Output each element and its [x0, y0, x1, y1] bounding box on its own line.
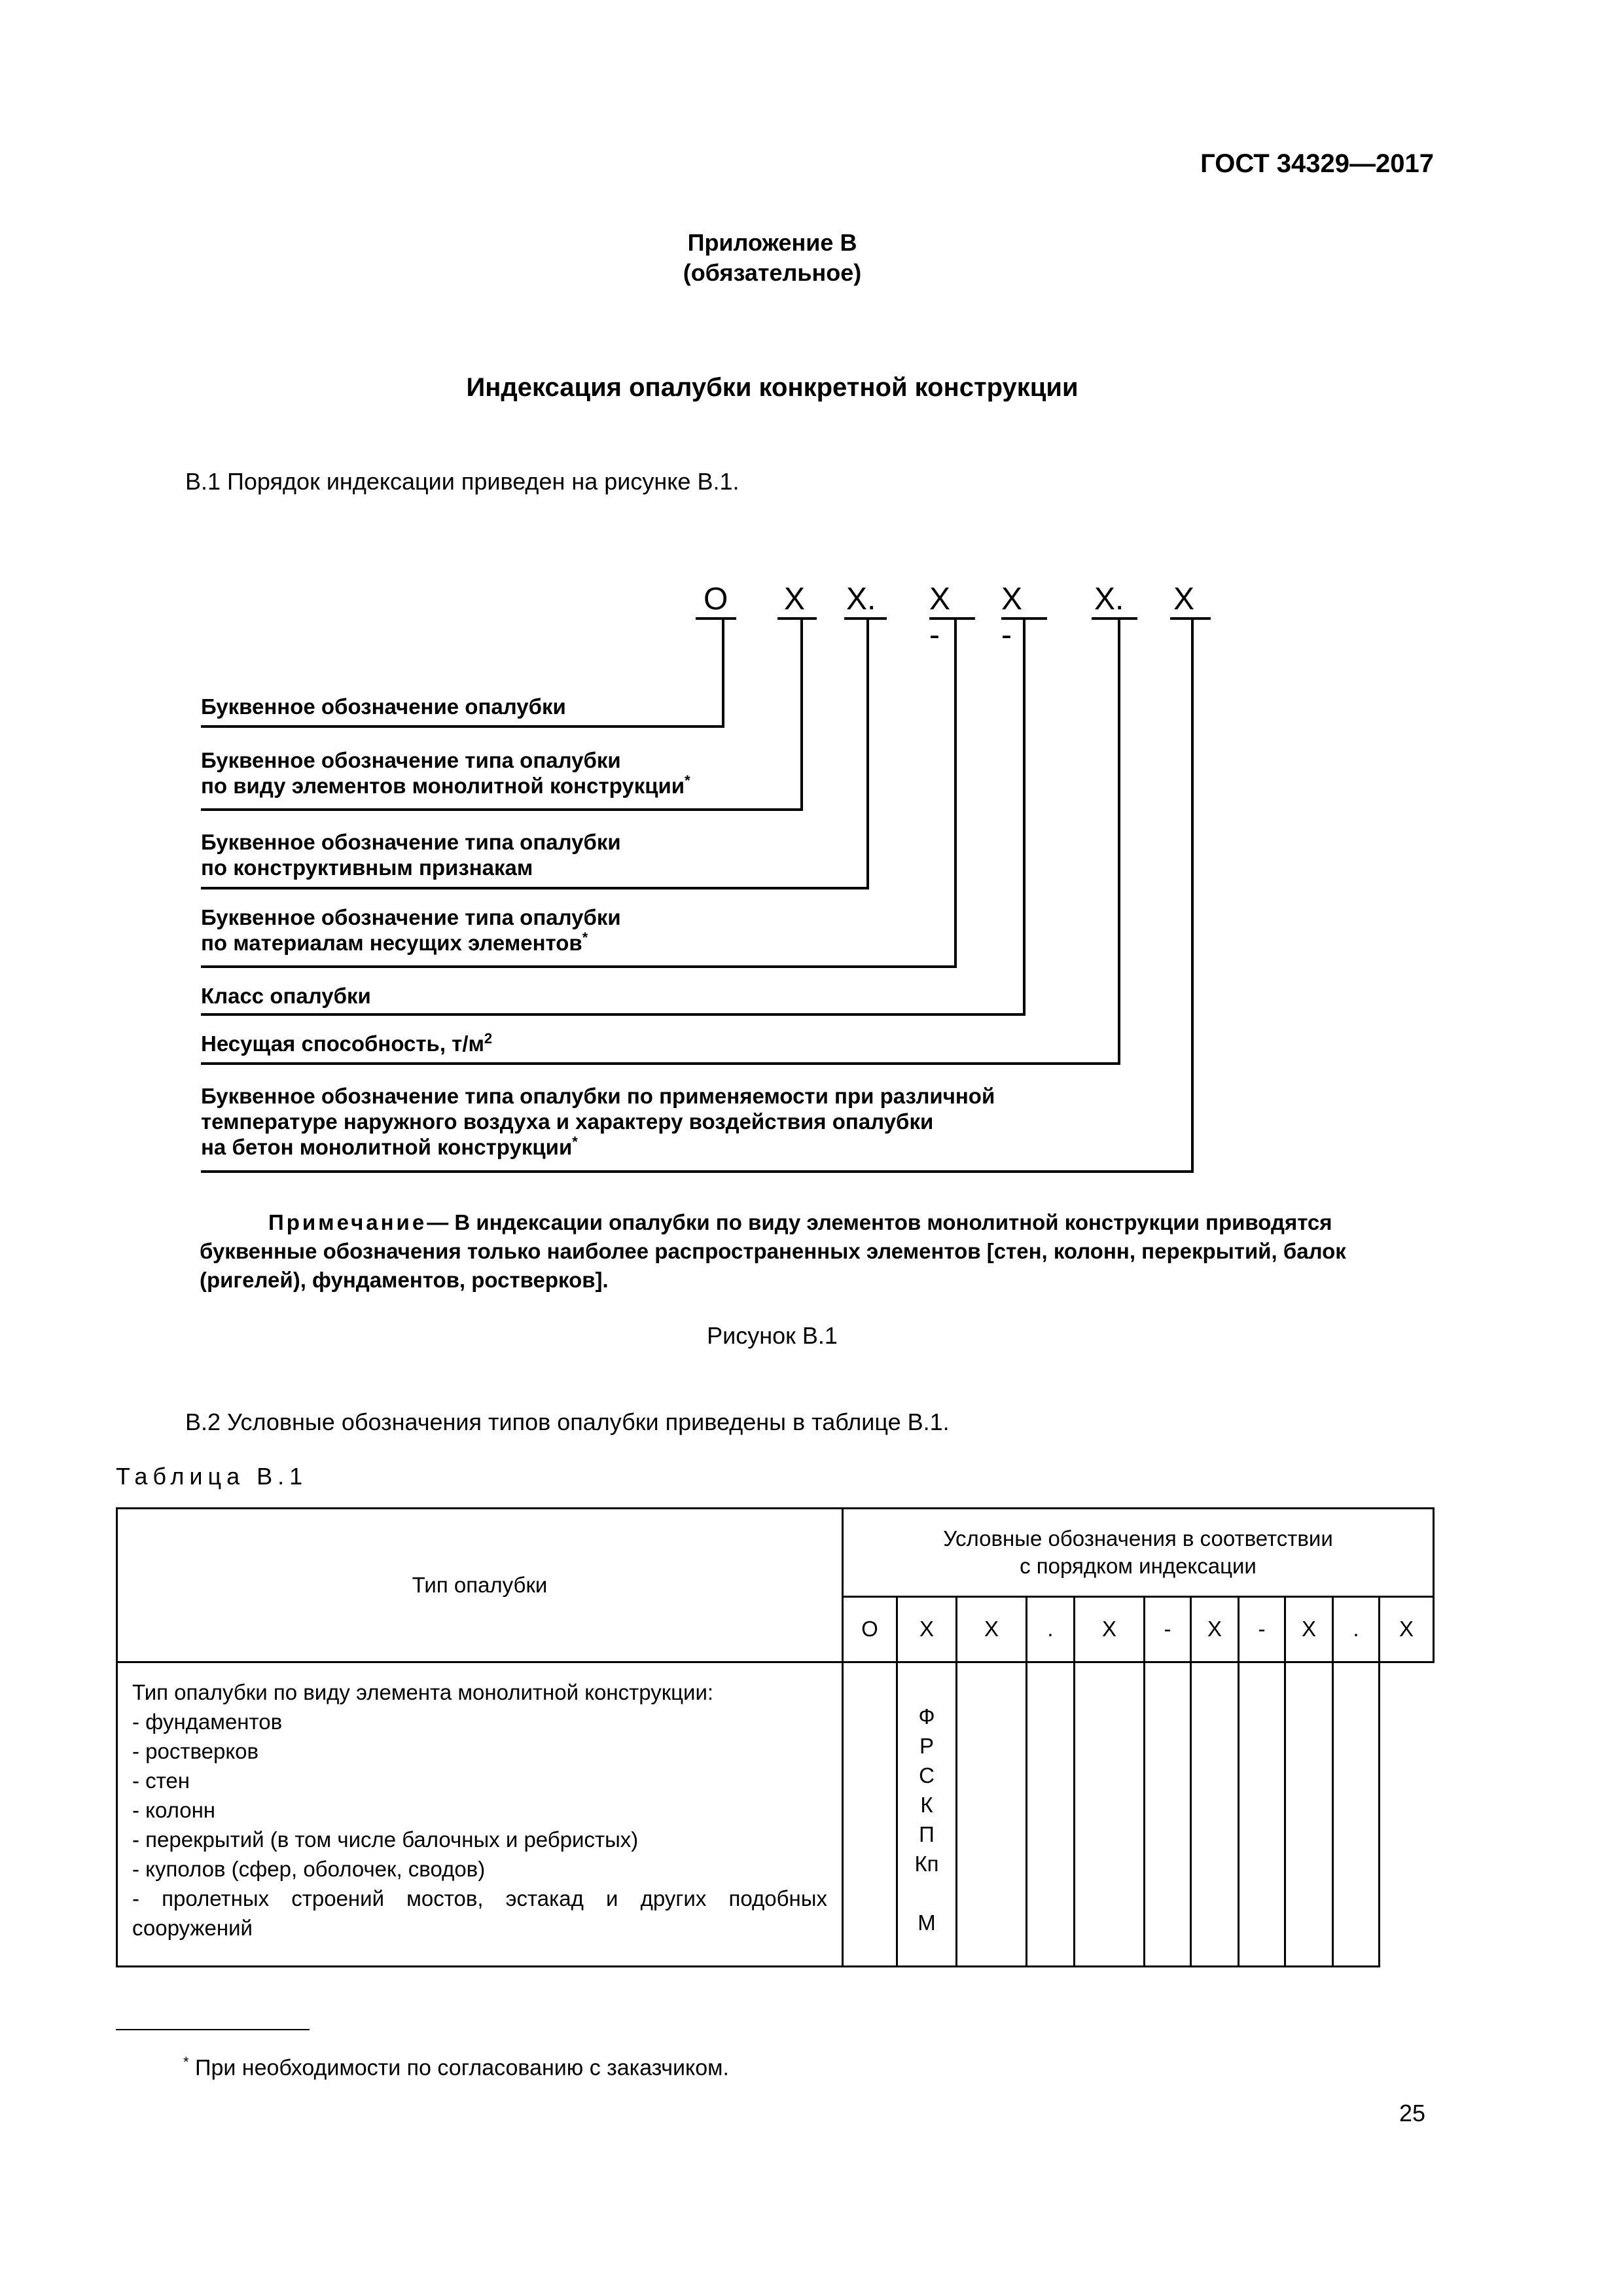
annex-status: (обязательное) [683, 259, 862, 286]
formwork-types-table [116, 1507, 1435, 1967]
index-code-type-design: Х. [846, 582, 876, 617]
table-cell [1333, 1662, 1380, 1967]
page-number: 25 [1399, 2100, 1425, 2126]
code-header: О [843, 1596, 897, 1662]
footnote: * При необходимости по согласованию с заказчиком. [183, 2054, 729, 2081]
standard-number: ГОСТ 34329—2017 [1200, 149, 1434, 178]
code-header: Х [1191, 1596, 1239, 1662]
index-code-type-element: Х [784, 582, 806, 617]
note-label: Примечание [268, 1210, 427, 1234]
paragraph-b1: В.1 Порядок индексации приведен на рисунке В.1. [185, 468, 740, 495]
code-header: Х [1380, 1596, 1434, 1662]
index-code-type-material: Х - [929, 582, 951, 653]
code-header: . [1027, 1596, 1075, 1662]
annex-title: Приложение В [687, 229, 857, 256]
section-title: Индексация опалубки конкретной конструкции [466, 373, 1079, 402]
table-cell [1145, 1662, 1191, 1967]
code-header: Х [1075, 1596, 1145, 1662]
row-codes: Ф Р С К П Кп М [897, 1662, 957, 1967]
table-cell [1285, 1662, 1333, 1967]
label-type-by-element: Буквенное обозначение типа опалубки по виду элементов монолитной конструкции* [201, 748, 690, 798]
index-code-o: О [704, 582, 728, 617]
paragraph-b2: В.2 Условные обозначения типов опалубки приведены в таблице В.1. [185, 1408, 950, 1435]
figure-note: Примечание— В индексации опалубки по виду элементов монолитной конструкции приводятся буквенные обозначения только наиболее распространенных элементов [стен, колонн, перекрытий, балок (ригелей), фундаментов, ростверков]. [200, 1210, 1346, 1292]
code-header: Х [897, 1596, 957, 1662]
code-header: - [1145, 1596, 1191, 1662]
label-formwork: Буквенное обозначение опалубки [201, 694, 566, 719]
code-header: - [1239, 1596, 1285, 1662]
code-header: Х [957, 1596, 1027, 1662]
footnote-divider [116, 2029, 310, 2030]
figure-caption: Рисунок В.1 [707, 1322, 838, 1349]
table-cell [1191, 1662, 1239, 1967]
label-applicability: Буквенное обозначение типа опалубки по применяемости при различной температуре наружного воздуха и характеру воздействия опалубки на бетон монолитной конструкции* [201, 1084, 995, 1159]
header-designations: Условные обозначения в соответствии с порядком индексации [843, 1509, 1434, 1597]
table-cell [843, 1662, 897, 1967]
index-code-class: Х - [1001, 582, 1023, 653]
code-header: . [1333, 1596, 1380, 1662]
table-cell [1075, 1662, 1145, 1967]
table-cell [957, 1662, 1027, 1967]
label-type-by-design: Буквенное обозначение типа опалубки по конструктивным признакам [201, 830, 621, 880]
table-cell [1239, 1662, 1285, 1967]
label-class: Класс опалубки [201, 984, 371, 1008]
code-header: Х [1285, 1596, 1333, 1662]
index-code-capacity: Х. [1094, 582, 1124, 617]
table-cell [1027, 1662, 1075, 1967]
label-capacity: Несущая способность, $т/м^2$ [201, 1030, 493, 1056]
row-type-description: Тип опалубки по виду элемента монолитной конструкции: - фундаментов - ростверков - стен - колонн - перекрытий (в том числе балочных и ребристых) - куполов (сфер, оболочек, сводов) - пролетных строений мостов, эстакад и других подобных сооружений [117, 1662, 843, 1967]
index-code-applicability: Х [1173, 582, 1195, 617]
header-formwork-type: Тип опалубки [117, 1509, 843, 1662]
table-row [117, 1662, 1434, 1967]
label-type-by-material: Буквенное обозначение типа опалубки по материалам несущих элементов* [201, 905, 621, 955]
table-caption: Таблица В.1 [116, 1463, 308, 1490]
